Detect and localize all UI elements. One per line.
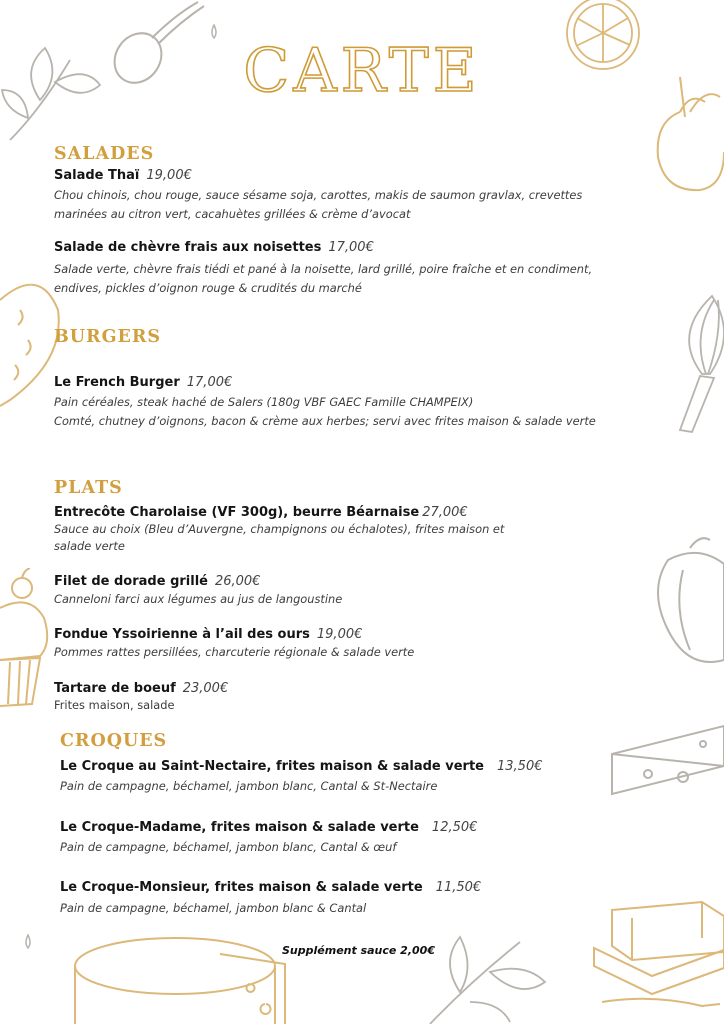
desc-line: Canneloni farci aux légumes au jus de langoustine: [54, 592, 343, 606]
desc-line: Chou chinois, chou rouge, sauce sésame soja, carottes, makis de saumon gravlax, crevettes: [54, 188, 583, 202]
dish-description: [54, 696, 669, 715]
section-title-burgers: BURGERS: [54, 327, 162, 347]
dish-description: [54, 186, 669, 224]
dish-dorade: [54, 574, 664, 590]
dish-name: Filet de dorade grillé: [54, 574, 208, 589]
dish-price: 11,50€: [435, 880, 482, 895]
dish-price: 27,00€: [422, 505, 468, 520]
dish-fondue: [54, 627, 664, 643]
dish-price: 12,50€: [431, 820, 478, 835]
desc-line: Pain de campagne, béchamel, jambon blanc, Cantal & St-Nectaire: [60, 779, 438, 793]
supplement-note: Supplément sauce 2,00€: [282, 944, 435, 957]
dish-description: [54, 260, 669, 298]
dish-price: 26,00€: [214, 574, 261, 589]
dish-price: 17,00€: [186, 375, 233, 390]
dish-price: 13,50€: [497, 759, 543, 774]
section-title-salades: SALADES: [54, 144, 155, 164]
desc-line: Sauce au choix (Bleu d’Auvergne, champignons ou échalotes), frites maison et: [54, 522, 505, 536]
desc-line: Pain céréales, steak haché de Salers (180g VBF GAEC Famille CHAMPEIX): [54, 395, 474, 409]
round-cheese-sketch-icon: [70, 934, 290, 1024]
dish-description: [54, 393, 669, 431]
dish-description: [60, 838, 675, 857]
whisk-sketch-icon: [662, 294, 724, 444]
desc-line: Pain de campagne, béchamel, jambon blanc & Cantal: [60, 901, 367, 915]
cupcake-sketch-icon: [0, 568, 52, 710]
dish-name: Entrecôte Charolaise (VF 300g), beurre Béarnaise: [54, 505, 420, 520]
desc-line: marinées au citron vert, cacahuètes grillées & crème d’avocat: [54, 207, 411, 221]
dish-name: Tartare de boeuf: [54, 681, 176, 696]
dish-name: Le Croque au Saint-Nectaire, frites maison & salade verte: [60, 759, 484, 774]
dish-salade-chevre: [54, 240, 664, 256]
desc-line: endives, pickles d’oignon rouge & crudités du marché: [54, 281, 362, 295]
dish-description: [54, 521, 669, 555]
dish-name: Le Croque-Monsieur, frites maison & salade verte: [60, 880, 423, 895]
dish-name: Salade de chèvre frais aux noisettes: [54, 240, 322, 255]
dish-description: [60, 777, 675, 796]
desc-line: Pain de campagne, béchamel, jambon blanc, Cantal & œuf: [60, 840, 397, 854]
dish-price: 17,00€: [328, 240, 374, 255]
dish-french-burger: [54, 375, 664, 391]
desc-line: Comté, chutney d’oignons, bacon & crème aux herbes; servi avec frites maison & salade verte: [54, 414, 596, 428]
dish-tartare: [54, 681, 664, 697]
dish-description: [54, 643, 669, 662]
desc-line: salade verte: [54, 539, 125, 553]
dish-description: [54, 590, 669, 609]
dish-price: 19,00€: [146, 168, 192, 183]
page-title: CARTE: [243, 36, 481, 106]
dish-description: [60, 899, 675, 918]
desc-line: Frites maison, salade: [54, 698, 175, 712]
dish-name: Fondue Yssoirienne à l’ail des ours: [54, 627, 310, 642]
dish-salade-thai: [54, 168, 664, 184]
dish-name: Le French Burger: [54, 375, 180, 390]
section-title-croques: CROQUES: [60, 731, 168, 751]
dish-entrecote: [54, 505, 664, 521]
dish-price: 23,00€: [182, 681, 229, 696]
desc-line: Salade verte, chèvre frais tiédi et pané à la noisette, lard grillé, poire fraîche et en condiment,: [54, 262, 593, 276]
desc-line: Pommes rattes persillées, charcuterie régionale & salade verte: [54, 645, 415, 659]
dish-croque-saint-nectaire: [60, 759, 670, 775]
section-title-plats: PLATS: [54, 478, 123, 498]
dish-croque-monsieur: [60, 880, 670, 896]
dish-price: 19,00€: [316, 627, 363, 642]
dish-name: Le Croque-Madame, frites maison & salade verte: [60, 820, 419, 835]
dish-name: Salade Thaï: [54, 168, 140, 183]
dish-croque-madame: [60, 820, 670, 836]
droplet-icon: [22, 934, 34, 950]
